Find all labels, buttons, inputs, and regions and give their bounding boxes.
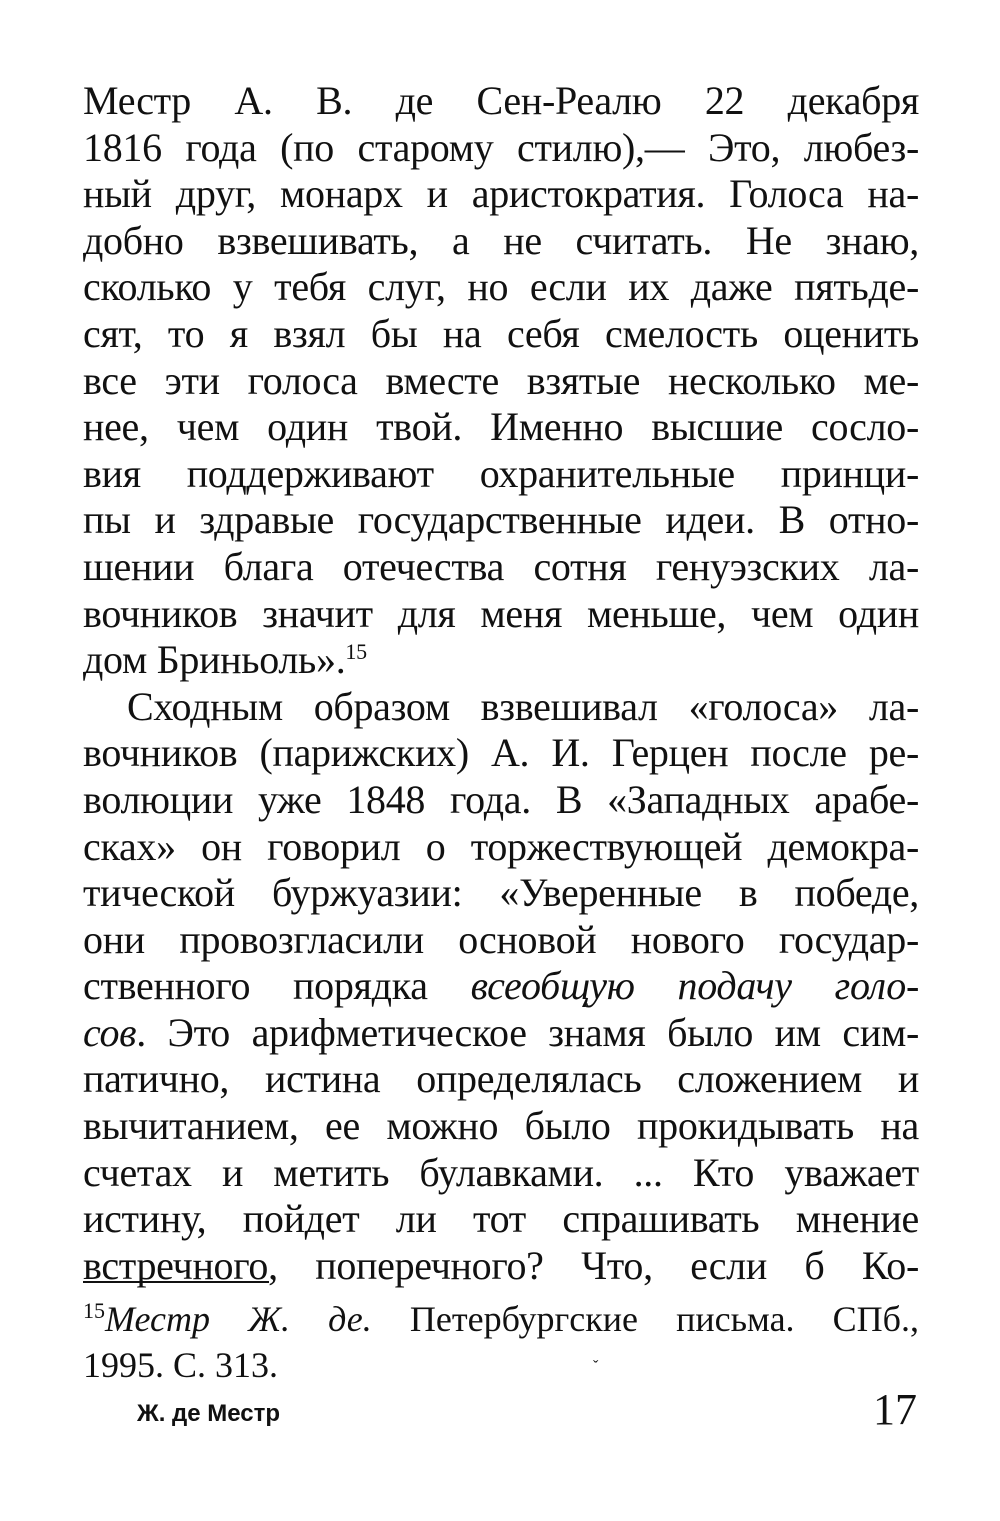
footnote-line-1	[83, 1296, 919, 1342]
text-segment: сках» он говорил о торжествующей демокра-	[83, 823, 919, 869]
text-segment: вия поддерживают охранительные принци-	[83, 450, 919, 496]
text-line	[83, 1103, 919, 1150]
body-text	[83, 78, 919, 1289]
text-segment: сколько у тебя слуг, но если их даже пятьде-	[83, 264, 919, 310]
footnote-divider	[83, 1281, 269, 1283]
text-line	[83, 1010, 919, 1057]
text-line	[83, 684, 919, 731]
text-segment: добно взвешивать, а не считать. Не знаю,	[83, 217, 919, 263]
text-segment: волюции уже 1848 года. В «Западных арабе-	[83, 776, 919, 822]
text-line	[83, 171, 919, 218]
text-line	[83, 358, 919, 405]
text-segment: нее, чем один твой. Именно высшие сосло-	[83, 404, 919, 450]
footnote-number: 15	[83, 1298, 105, 1323]
text-line	[83, 451, 919, 498]
text-line	[83, 125, 919, 172]
footnote	[83, 1296, 919, 1388]
text-line	[83, 218, 919, 265]
footnote-author: Местр Ж. де.	[105, 1299, 372, 1339]
text-segment: дом Бриньоль».	[83, 637, 346, 683]
text-segment: счетах и метить булавками. ... Кто уважает	[83, 1149, 919, 1195]
text-line	[83, 1056, 919, 1103]
text-line	[83, 591, 919, 638]
text-line	[83, 311, 919, 358]
page-number: 17	[873, 1385, 917, 1434]
text-line	[83, 544, 919, 591]
text-segment: тической буржуазии: «Уверенные в победе,	[83, 870, 919, 916]
text-segment: шении блага отечества сотня генуэзских ла-	[83, 543, 919, 589]
footnote-title: Петербургские письма. СПб.,	[371, 1299, 919, 1339]
text-line	[83, 78, 919, 125]
text-segment: они провозгласили основой нового государ-	[83, 916, 919, 962]
text-segment: 1816 года (по старому стилю),— Это, любез-	[83, 124, 919, 170]
text-segment: встречного, поперечного? Что, если б Ко-	[83, 1242, 919, 1288]
text-segment: вычитанием, ее можно было прокидывать на	[83, 1103, 919, 1149]
text-segment: сят, то я взял бы на себя смелость оценить	[83, 310, 919, 356]
text-line	[83, 870, 919, 917]
text-segment: . Это арифметическое знамя было им сим-	[136, 1009, 919, 1055]
text-segment: ственного порядка	[83, 963, 471, 1009]
footnote-line-2: 1995. С. 313.	[83, 1345, 279, 1385]
text-segment: Сходным образом взвешивал «голоса» ла-	[127, 683, 919, 729]
text-segment: все эти голоса вместе взятые несколько ме-	[83, 357, 919, 403]
text-line	[83, 917, 919, 964]
text-line	[83, 264, 919, 311]
text-segment: вочников значит для меня меньше, чем один	[83, 590, 919, 636]
text-segment: пы и здравые государственные идеи. В отно-	[83, 497, 919, 543]
text-line	[83, 497, 919, 544]
italic-text: сов	[83, 1009, 137, 1055]
text-segment: истину, пойдет ли тот спрашивать мнение	[83, 1196, 919, 1242]
text-line	[83, 1196, 919, 1243]
text-line	[83, 730, 919, 777]
scan-mark: ˇ	[593, 1358, 599, 1375]
text-segment: ный друг, монарх и аристократия. Голоса на-	[83, 171, 919, 217]
text-line	[83, 963, 919, 1010]
text-line	[83, 777, 919, 824]
text-line	[83, 1150, 919, 1197]
text-segment: вочников (парижских) А. И. Герцен после ре-	[83, 730, 919, 776]
footnote-reference: 15	[345, 639, 367, 665]
text-line	[83, 404, 919, 451]
text-line	[83, 637, 919, 684]
italic-text: всеобщую подачу голо-	[470, 963, 919, 1009]
text-segment: Местр А. В. де Сен-Реалю 22 декабря	[83, 78, 919, 123]
running-title: Ж. де Местр	[137, 1400, 281, 1427]
text-line	[83, 824, 919, 871]
text-segment: патично, истина определялась сложением и	[83, 1056, 919, 1102]
